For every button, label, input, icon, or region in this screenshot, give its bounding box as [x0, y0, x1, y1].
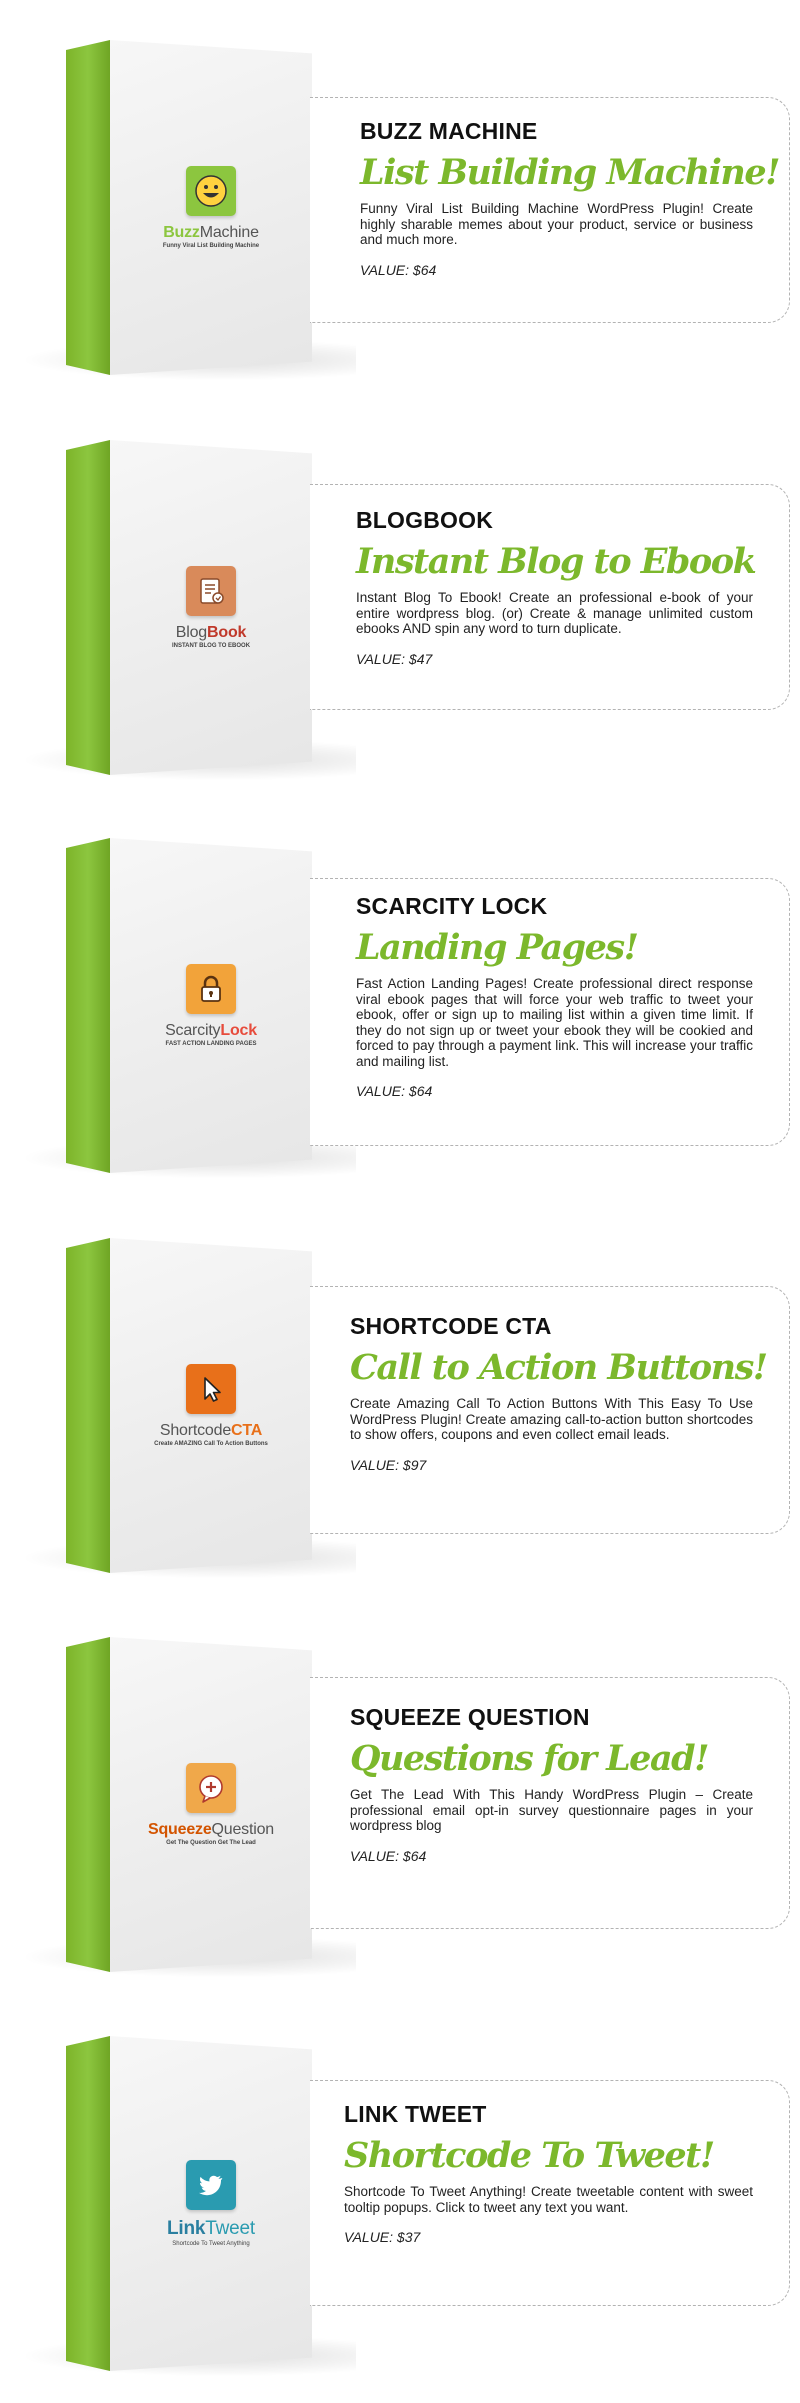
logo-tagline: Create AMAZING Call To Action Buttons	[154, 1441, 268, 1447]
padlock-icon	[186, 964, 236, 1014]
product-buzz-machine	[0, 40, 800, 380]
product-value: VALUE: $64	[356, 1083, 433, 1099]
product-description: Shortcode To Tweet Anything! Create tweetable content with sweet tooltip popups. Click to tweet any text you want.	[344, 2184, 753, 2215]
product-box	[66, 1238, 312, 1573]
logo-tagline: Funny Viral List Building Machine	[162, 243, 260, 249]
product-shortcode-cta	[0, 1238, 800, 1578]
product-description: Fast Action Landing Pages! Create professional direct response viral ebook pages that will force your web traffic to tweet your ebook, offer or sign up to mailing list within a given time limit. If they do not sign up or tweet your ebook they will be cookied and forced to pay through a payment link. This will increase your traffic and mailing list.	[356, 976, 753, 1069]
logo-wordmark: ScarcityLock	[165, 1022, 257, 1039]
product-info-card	[310, 2080, 790, 2306]
product-box	[66, 2036, 312, 2371]
product-value: VALUE: $37	[344, 2229, 421, 2245]
product-value: VALUE: $47	[356, 650, 433, 667]
product-title: SCARCITY LOCK	[356, 893, 548, 919]
logo-wordmark: LinkTweet	[167, 2218, 255, 2239]
product-logo	[110, 40, 312, 375]
product-value: VALUE: $97	[350, 1456, 427, 1473]
product-title: SHORTCODE CTA	[350, 1313, 552, 1339]
smiley-face-icon	[186, 166, 236, 216]
logo-wordmark: BlogBook	[175, 624, 247, 641]
logo-tagline: Get The Question Get The Lead	[166, 1840, 256, 1846]
product-box	[66, 40, 312, 375]
logo-wordmark: BuzzMachine	[163, 224, 259, 241]
product-title: BUZZ MACHINE	[360, 118, 538, 144]
product-info-card	[310, 97, 790, 323]
product-box	[66, 440, 312, 775]
product-info-card	[310, 1286, 790, 1534]
product-tagline: Instant Blog to Ebook	[356, 541, 756, 582]
product-description: Create Amazing Call To Action Buttons With This Easy To Use WordPress Plugin! Create amazing call-to-action button shortcodes to show offers, coupons and even collect email leads.	[350, 1396, 753, 1442]
product-logo	[110, 1238, 312, 1573]
product-description: Instant Blog To Ebook! Create an professional e-book of your entire wordpress blog. (or) Create & manage unlimited custom ebooks AND spin any word to turn duplicate.	[356, 590, 753, 636]
product-box	[66, 1637, 312, 1972]
product-title: BLOGBOOK	[356, 507, 494, 533]
product-title: LINK TWEET	[344, 2101, 487, 2127]
product-description: Funny Viral List Building Machine WordPress Plugin! Create highly sharable memes about your product, service or business and much more.	[360, 201, 753, 247]
product-link-tweet	[0, 2036, 800, 2376]
product-tagline: Landing Pages!	[356, 927, 638, 968]
product-squeeze-question	[0, 1637, 800, 1977]
product-blogbook	[0, 440, 800, 780]
product-value: VALUE: $64	[360, 261, 437, 278]
product-description: Get The Lead With This Handy WordPress Plugin – Create professional email opt-in survey questionnaire pages in your wordpress blog	[350, 1787, 753, 1833]
ebook-icon	[186, 566, 236, 616]
twitter-bird-icon	[186, 2160, 236, 2210]
product-tagline: Call to Action Buttons!	[350, 1347, 767, 1388]
speech-bubble-plus-icon	[186, 1763, 236, 1813]
logo-tagline: FAST ACTION LANDING PAGES	[165, 1041, 257, 1047]
product-tagline: Shortcode To Tweet!	[344, 2135, 714, 2176]
product-logo	[110, 1637, 312, 1972]
product-logo	[110, 838, 312, 1173]
product-tagline: List Building Machine!	[360, 152, 780, 193]
cursor-pointer-icon	[186, 1364, 236, 1414]
product-scarcity-lock	[0, 838, 800, 1178]
product-info-card	[310, 878, 790, 1146]
product-logo	[110, 2036, 312, 2371]
logo-tagline: INSTANT BLOG TO EBOOK	[171, 643, 251, 649]
product-box	[66, 838, 312, 1173]
logo-tagline: Shortcode To Tweet Anything	[172, 2241, 250, 2247]
product-info-card	[310, 484, 790, 710]
product-value: VALUE: $64	[350, 1847, 427, 1864]
product-title: SQUEEZE QUESTION	[350, 1704, 590, 1730]
logo-wordmark: SqueezeQuestion	[148, 1821, 274, 1838]
logo-wordmark: ShortcodeCTA	[159, 1422, 263, 1439]
product-info-card	[310, 1677, 790, 1929]
product-tagline: Questions for Lead!	[350, 1738, 708, 1779]
product-logo	[110, 440, 312, 775]
